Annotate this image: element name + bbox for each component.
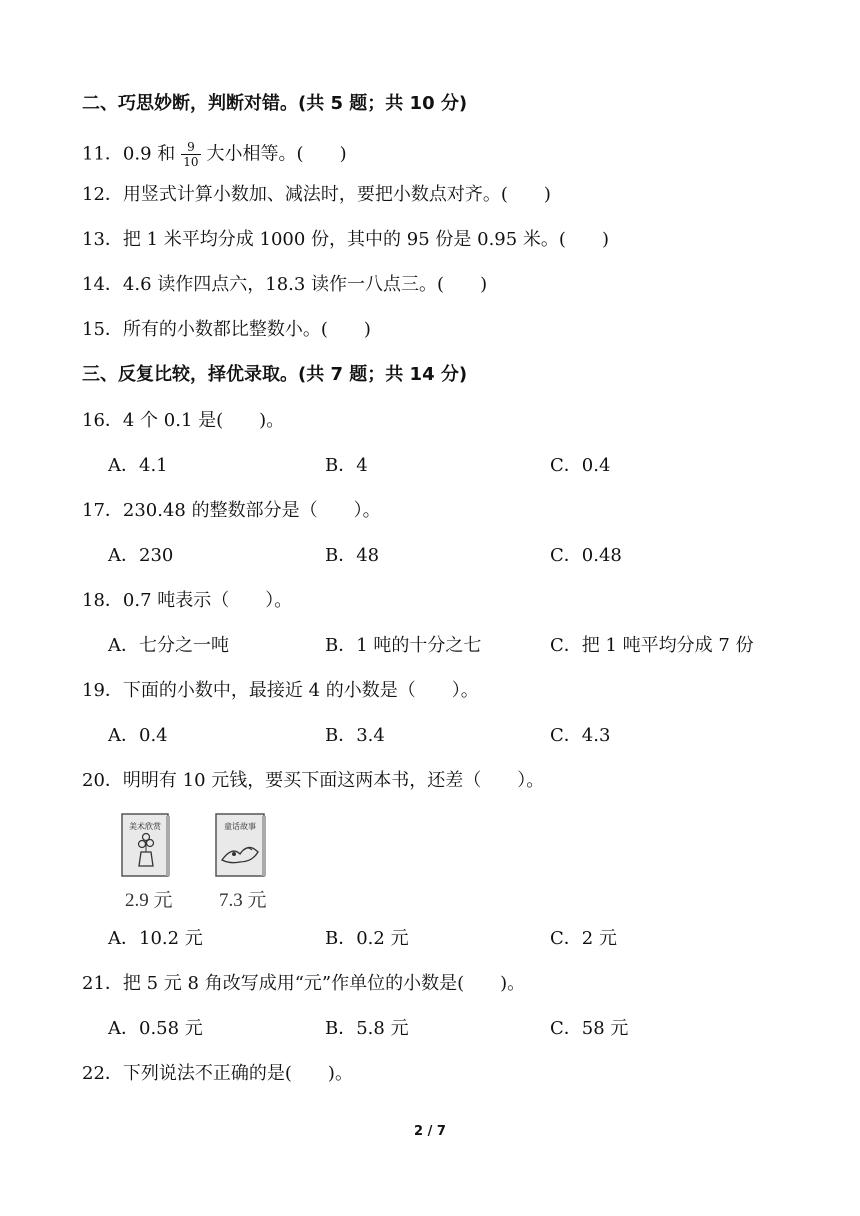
book-price: 7.3 元 — [219, 890, 267, 911]
question-number: 18． — [82, 590, 123, 611]
question-number: 15． — [82, 319, 123, 340]
question-text: 把 5 元 8 角改写成用“元”作单位的小数是( )。 — [122, 973, 526, 994]
art-book-image — [120, 812, 172, 878]
question-21 — [82, 972, 525, 996]
option-a: A．230 — [108, 545, 174, 566]
fraction-denominator: 10 — [183, 155, 199, 169]
section-3-heading: 三、反复比较，择优录取。(共 7 题；共 14 分) — [82, 364, 468, 385]
option-b: B．0.2 元 — [325, 928, 409, 949]
option-c: C．4.3 — [550, 725, 611, 746]
question-text: 4 个 0.1 是( )。 — [122, 410, 285, 431]
question-text-pre: 0.9 和 — [122, 143, 176, 165]
question-number: 16． — [82, 410, 123, 431]
svg-text:美术欣赏: 美术欣赏 — [129, 822, 161, 831]
fairy-tale-book-image — [214, 812, 268, 878]
question-number: 13． — [82, 229, 123, 250]
question-number: 22． — [82, 1063, 123, 1084]
fraction — [181, 140, 200, 169]
question-12 — [82, 183, 551, 207]
option-c: C．把 1 吨平均分成 7 份 — [550, 635, 754, 656]
question-11 — [82, 140, 347, 169]
question-15 — [82, 318, 371, 342]
question-text: 下面的小数中，最接近 4 的小数是（ ）。 — [122, 680, 479, 701]
question-number: 12． — [82, 184, 123, 205]
option-c: C．0.4 — [550, 455, 611, 476]
question-text-post: 大小相等。( ) — [206, 143, 347, 165]
question-text: 用竖式计算小数加、减法时，要把小数点对齐。( ) — [122, 184, 551, 205]
question-text: 0.7 吨表示（ ）。 — [122, 590, 293, 611]
option-b: B．5.8 元 — [325, 1018, 409, 1039]
book-price: 2.9 元 — [125, 890, 173, 911]
question-number: 14． — [82, 274, 123, 295]
question-text: 把 1 米平均分成 1000 份，其中的 95 份是 0.95 米。( ) — [122, 229, 609, 250]
question-text: 230.48 的整数部分是（ ）。 — [122, 500, 381, 521]
question-22 — [82, 1062, 353, 1086]
option-a: A．0.4 — [108, 725, 168, 746]
question-text: 下列说法不正确的是( )。 — [122, 1063, 353, 1084]
section-2-heading: 二、巧思妙断，判断对错。(共 5 题；共 10 分) — [82, 93, 468, 114]
option-a: A．七分之一吨 — [108, 635, 229, 656]
option-b: B．48 — [325, 545, 380, 566]
option-c: C．2 元 — [550, 928, 617, 949]
question-number: 17． — [82, 500, 123, 521]
option-a: A．4.1 — [108, 455, 168, 476]
option-b: B．1 吨的十分之七 — [325, 635, 482, 656]
question-text: 明明有 10 元钱，要买下面这两本书，还差（ ）。 — [122, 770, 545, 791]
question-text: 4.6 读作四点六，18.3 读作一八点三。( ) — [122, 274, 488, 295]
question-number: 20． — [82, 770, 123, 791]
option-a: A．0.58 元 — [108, 1018, 203, 1039]
page-number: 2 / 7 — [414, 1124, 446, 1139]
question-text: 所有的小数都比整数小。( ) — [122, 319, 371, 340]
option-b: B．3.4 — [325, 725, 385, 746]
option-b: B．4 — [325, 455, 368, 476]
option-c: C．0.48 — [550, 545, 622, 566]
fraction-numerator: 9 — [181, 140, 200, 155]
question-17 — [82, 499, 381, 523]
question-number: 21． — [82, 973, 123, 994]
question-18 — [82, 589, 292, 613]
question-14 — [82, 273, 487, 297]
question-16 — [82, 409, 284, 433]
svg-text:童话故事: 童话故事 — [224, 822, 256, 831]
question-19 — [82, 679, 479, 703]
option-a: A．10.2 元 — [108, 928, 203, 949]
question-number: 11． — [82, 143, 123, 165]
option-c: C．58 元 — [550, 1018, 629, 1039]
question-number: 19． — [82, 680, 123, 701]
question-13 — [82, 228, 609, 252]
question-20 — [82, 769, 544, 793]
